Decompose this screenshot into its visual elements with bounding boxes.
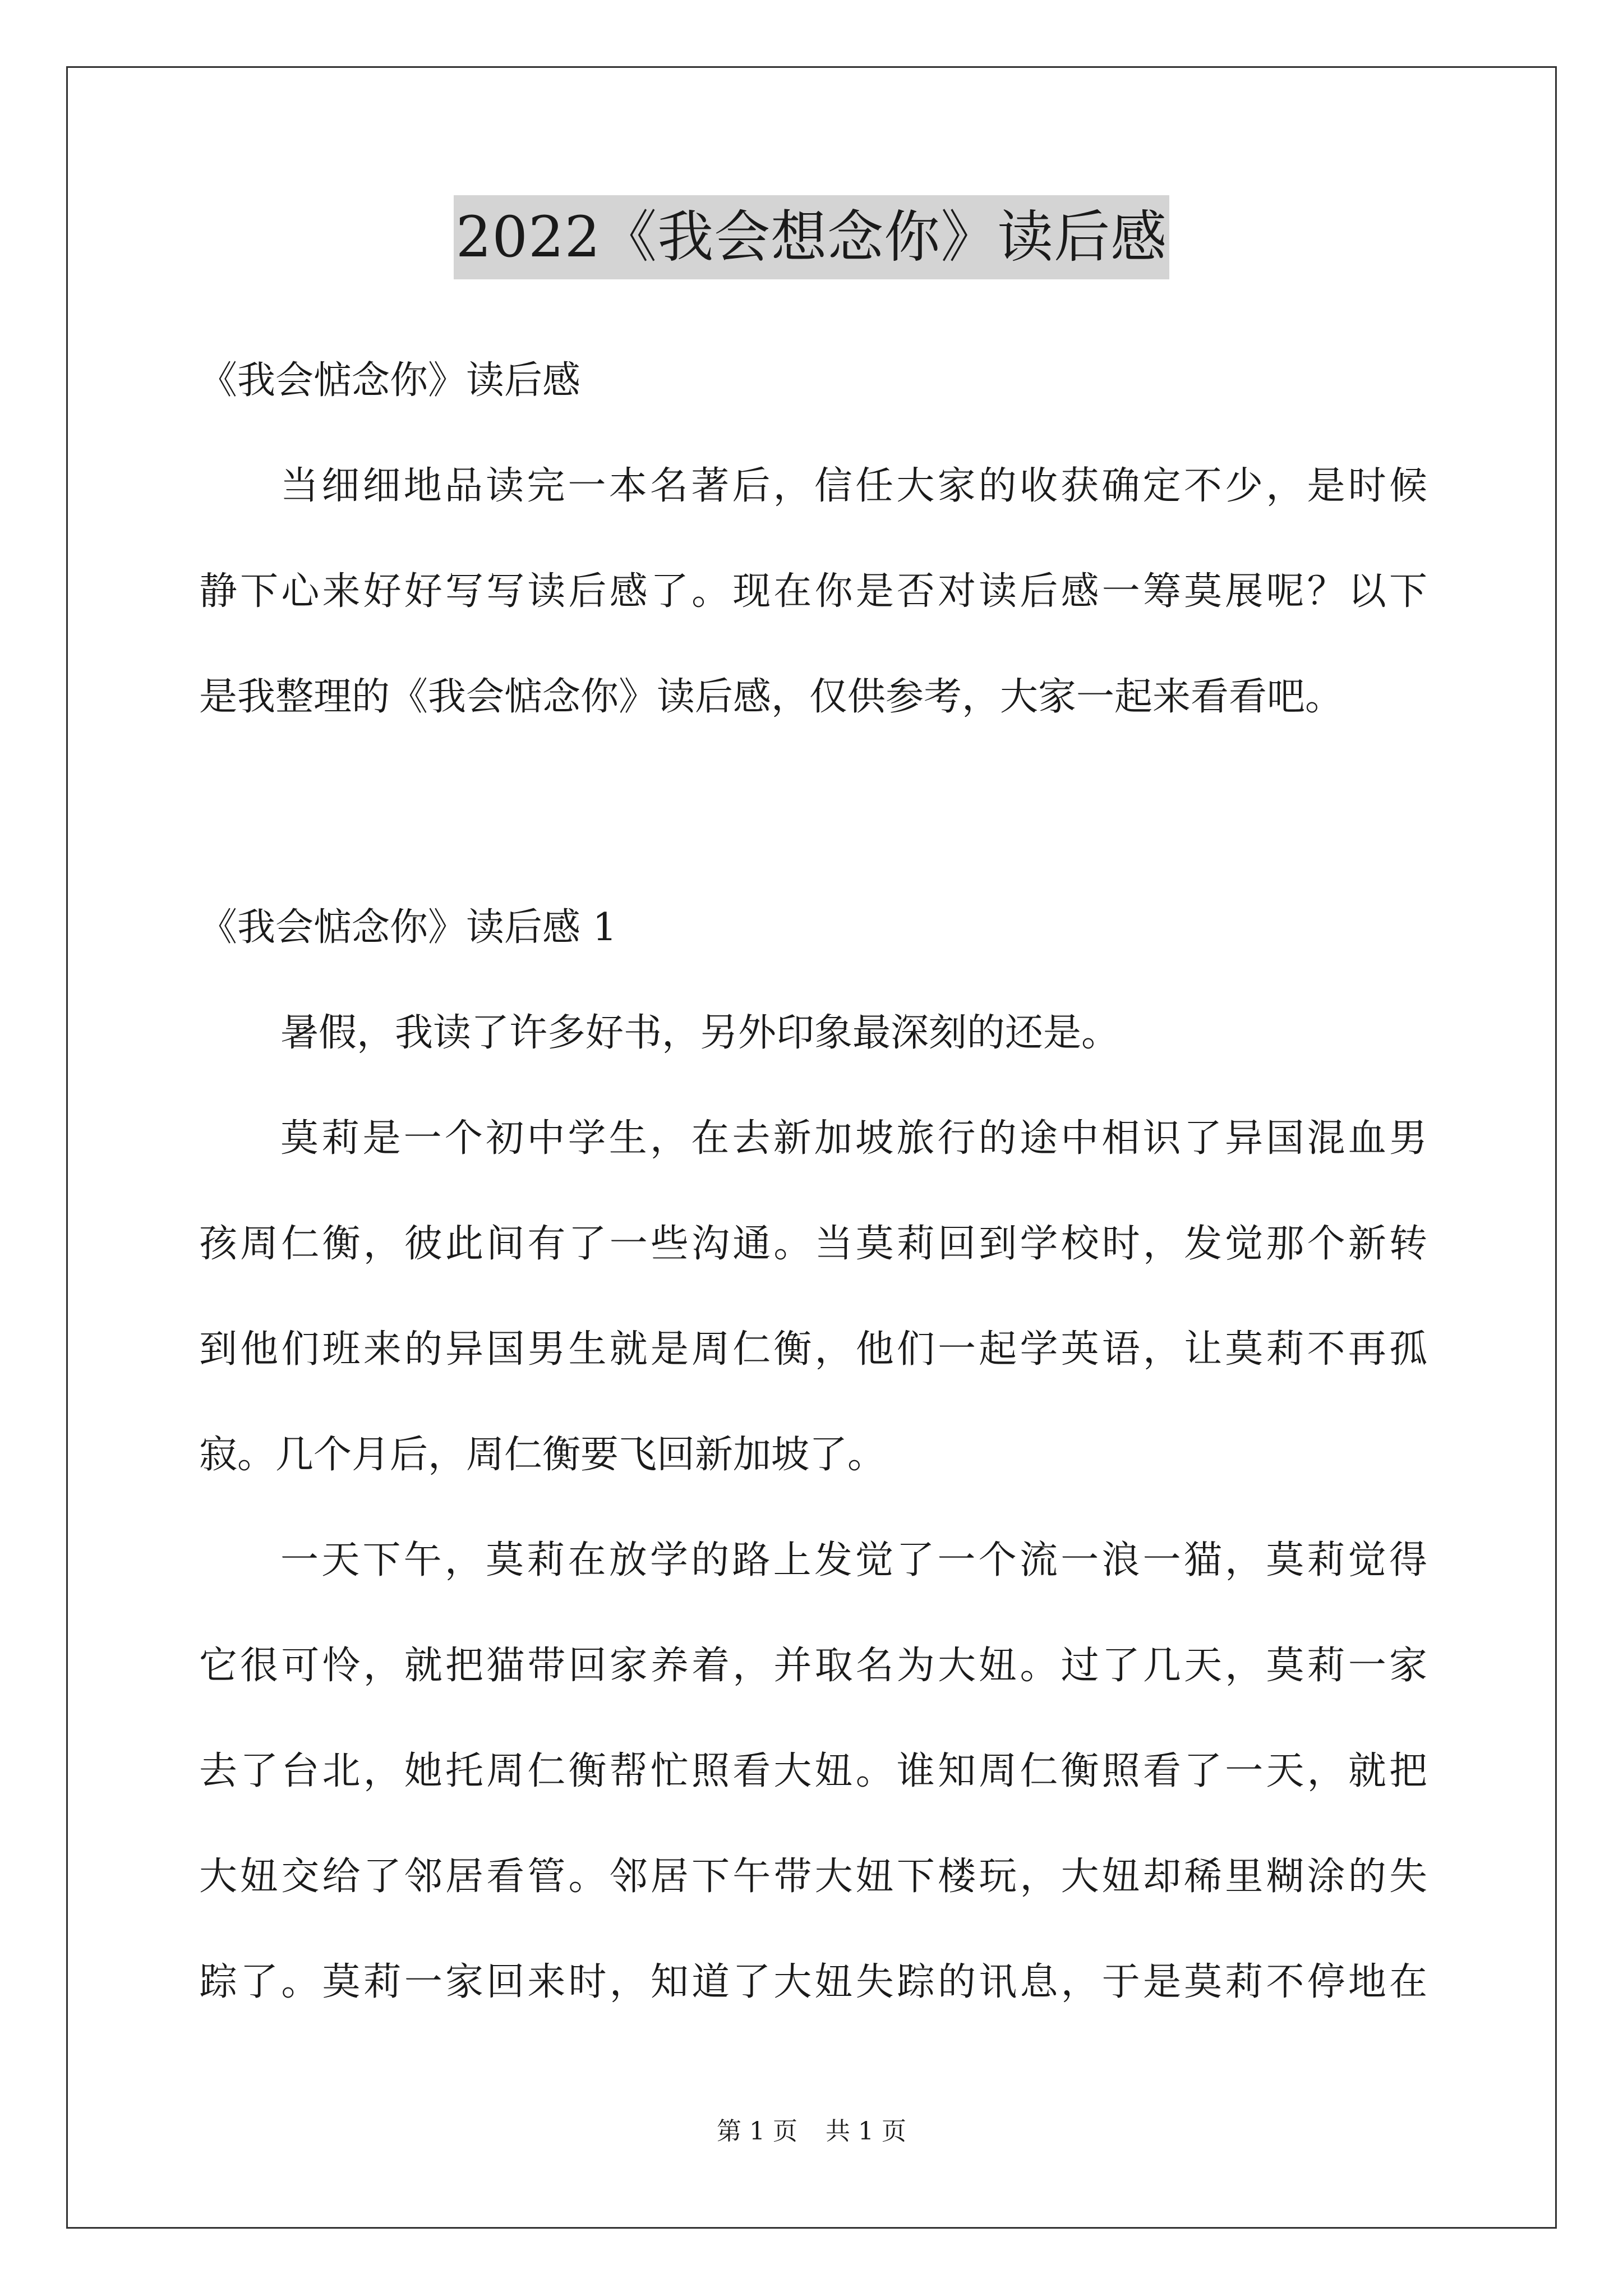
paragraph-2-line: 莫莉是一个初中学生，在去新加坡旅行的途中相识了异国混血男	[280, 1116, 1427, 1161]
page-number-total: 共 1 页	[826, 2117, 906, 2146]
paragraph-2-line: 孩周仁衡，彼此间有了一些沟通。当莫莉回到学校时，发觉那个新转	[199, 1222, 1427, 1266]
intro-line: 当细细地品读完一本名著后，信任大家的收获确定不少，是时候	[280, 464, 1427, 508]
section-heading-intro: 《我会惦念你》读后感	[199, 358, 581, 403]
document-body-section-1	[199, 875, 1427, 2035]
paragraph-3-line: 大妞交给了邻居看管。邻居下午带大妞下楼玩，大妞却稀里糊涂的失	[199, 1855, 1427, 1899]
paragraph-3-line: 一天下午，莫莉在放学的路上发觉了一个流一浪一猫，莫莉觉得	[280, 1538, 1427, 1582]
document-body	[199, 328, 1427, 750]
section-heading-1: 《我会惦念你》读后感 1	[199, 905, 617, 950]
page-number-current: 第 1 页	[717, 2117, 797, 2146]
document-title: 2022《我会想念你》读后感	[454, 195, 1170, 279]
paragraph-3-line: 它很可怜，就把猫带回家养着，并取名为大妞。过了几天，莫莉一家	[199, 1644, 1427, 1688]
intro-line: 是我整理的《我会惦念你》读后感，仅供参考，大家一起来看看吧。	[199, 675, 1344, 719]
paragraph-3-line: 去了台北，她托周仁衡帮忙照看大妞。谁知周仁衡照看了一天，就把	[199, 1749, 1427, 1793]
page-footer	[0, 2115, 1623, 2148]
paragraph-3-line: 踪了。莫莉一家回来时，知道了大妞失踪的讯息，于是莫莉不停地在	[199, 1960, 1427, 2004]
paragraph-1-line: 暑假，我读了许多好书，另外印象最深刻的还是。	[280, 1011, 1120, 1055]
title-wrap	[0, 195, 1623, 279]
intro-line: 静下心来好好写写读后感了。现在你是否对读后感一筹莫展呢？以下	[199, 569, 1427, 614]
paragraph-2-line: 寂。几个月后，周仁衡要飞回新加坡了。	[199, 1433, 886, 1477]
paragraph-2-line: 到他们班来的异国男生就是周仁衡，他们一起学英语，让莫莉不再孤	[199, 1327, 1427, 1372]
